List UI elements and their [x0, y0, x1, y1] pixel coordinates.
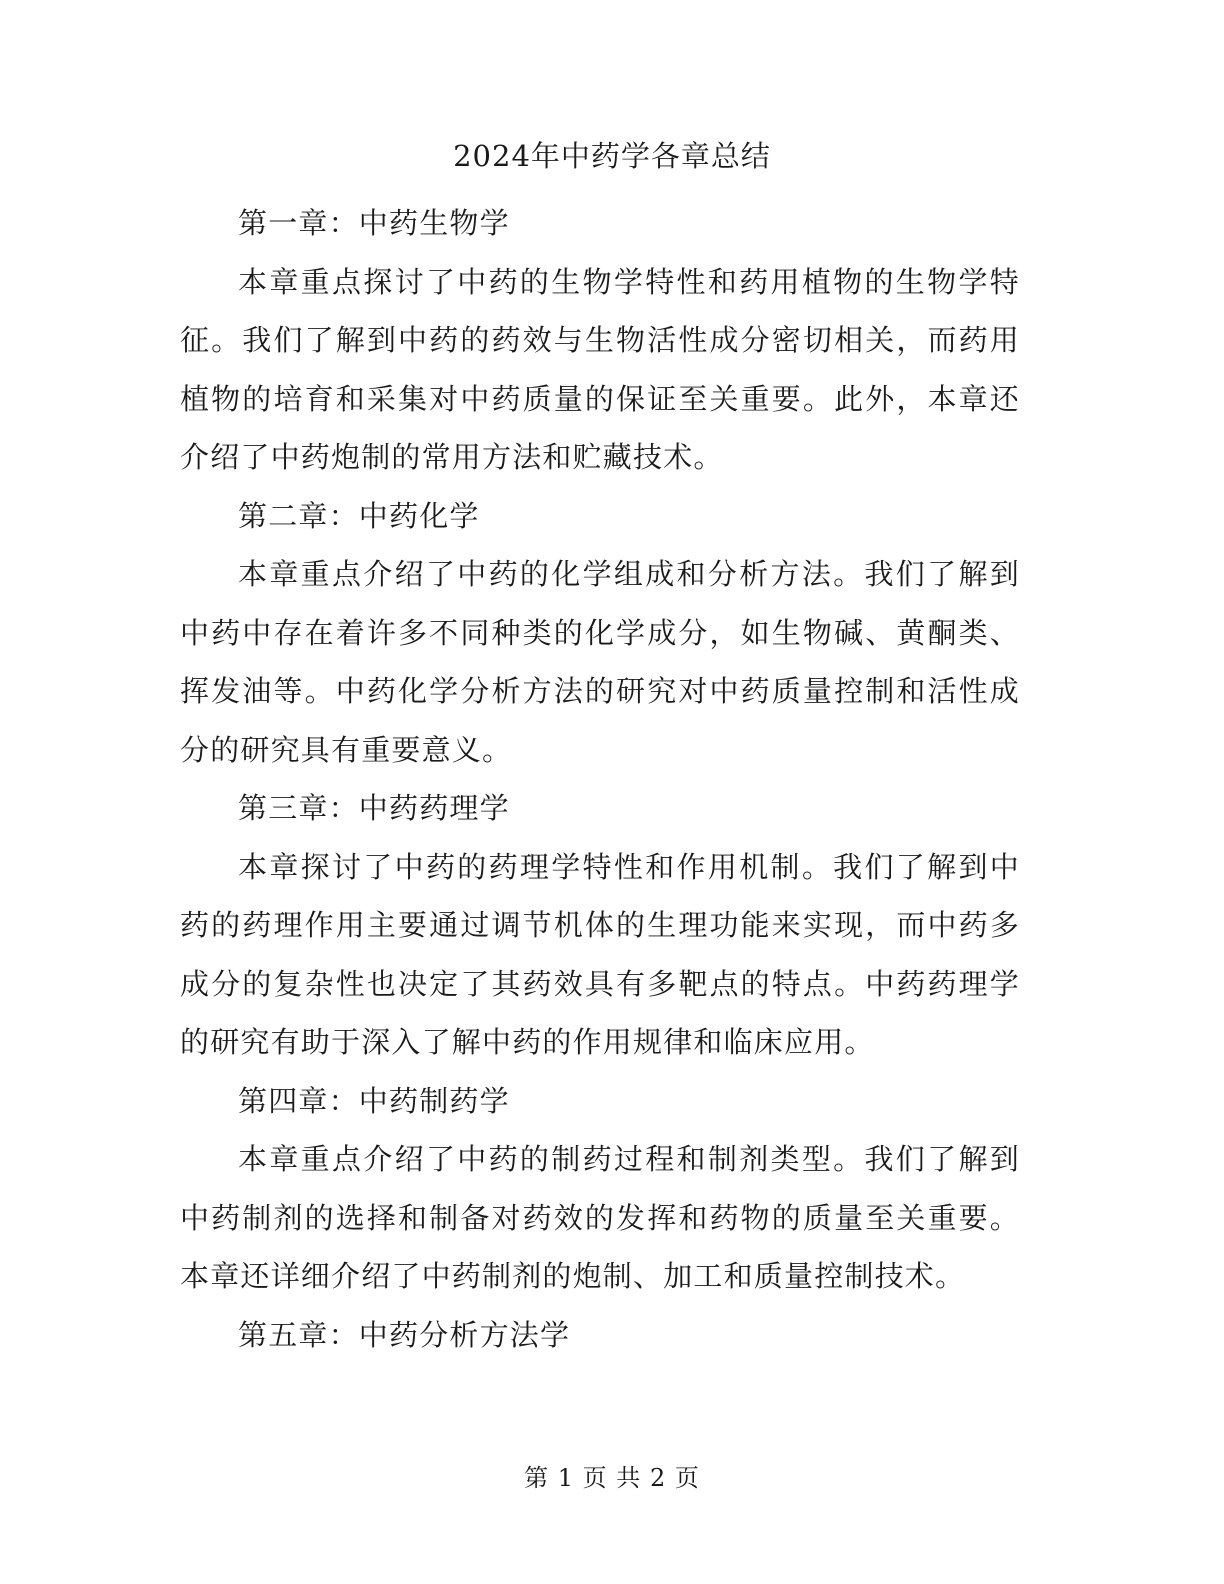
chapter-5-heading: 第五章：中药分析方法学	[238, 1317, 571, 1352]
chapter-3-heading: 第三章：中药药理学	[238, 791, 510, 825]
chapter-1-heading: 第一章：中药生物学	[238, 206, 510, 240]
chapter-2-paragraph: 本章重点介绍了中药的化学组成和分析方法。我们了解到中药中存在着许多不同种类的化学成分，如生物碱、黄酮类、挥发油等。中药化学分析方法的研究对中药质量控制和活性成分的研究具有重要意义。	[180, 557, 1020, 767]
chapter-1-paragraph: 本章重点探讨了中药的生物学特性和药用植物的生物学特征。我们了解到中药的药效与生物活性成分密切相关，而药用植物的培育和采集对中药质量的保证至关重要。此外，本章还介绍了中药炮制的常用方法和贮藏技术。	[180, 264, 1020, 474]
chapter-2-heading: 第二章：中药化学	[238, 498, 480, 533]
document-title: 2024年中药学各章总结	[453, 139, 771, 173]
page-footer: 第 1 页 共 2 页	[524, 1464, 700, 1492]
chapter-4-paragraph: 本章重点介绍了中药的制药过程和制剂类型。我们了解到中药制剂的选择和制备对药效的发挥和药物的质量至关重要。本章还详细介绍了中药制剂的炮制、加工和质量控制技术。	[180, 1142, 1020, 1293]
chapter-4-heading: 第四章：中药制药学	[238, 1083, 510, 1118]
document-body	[180, 194, 1020, 1364]
chapter-3-paragraph: 本章探讨了中药的药理学特性和作用机制。我们了解到中药的药理作用主要通过调节机体的生理功能来实现，而中药多成分的复杂性也决定了其药效具有多靶点的特点。中药药理学的研究有助于深入了解中药的作用规律和临床应用。	[180, 849, 1020, 1059]
